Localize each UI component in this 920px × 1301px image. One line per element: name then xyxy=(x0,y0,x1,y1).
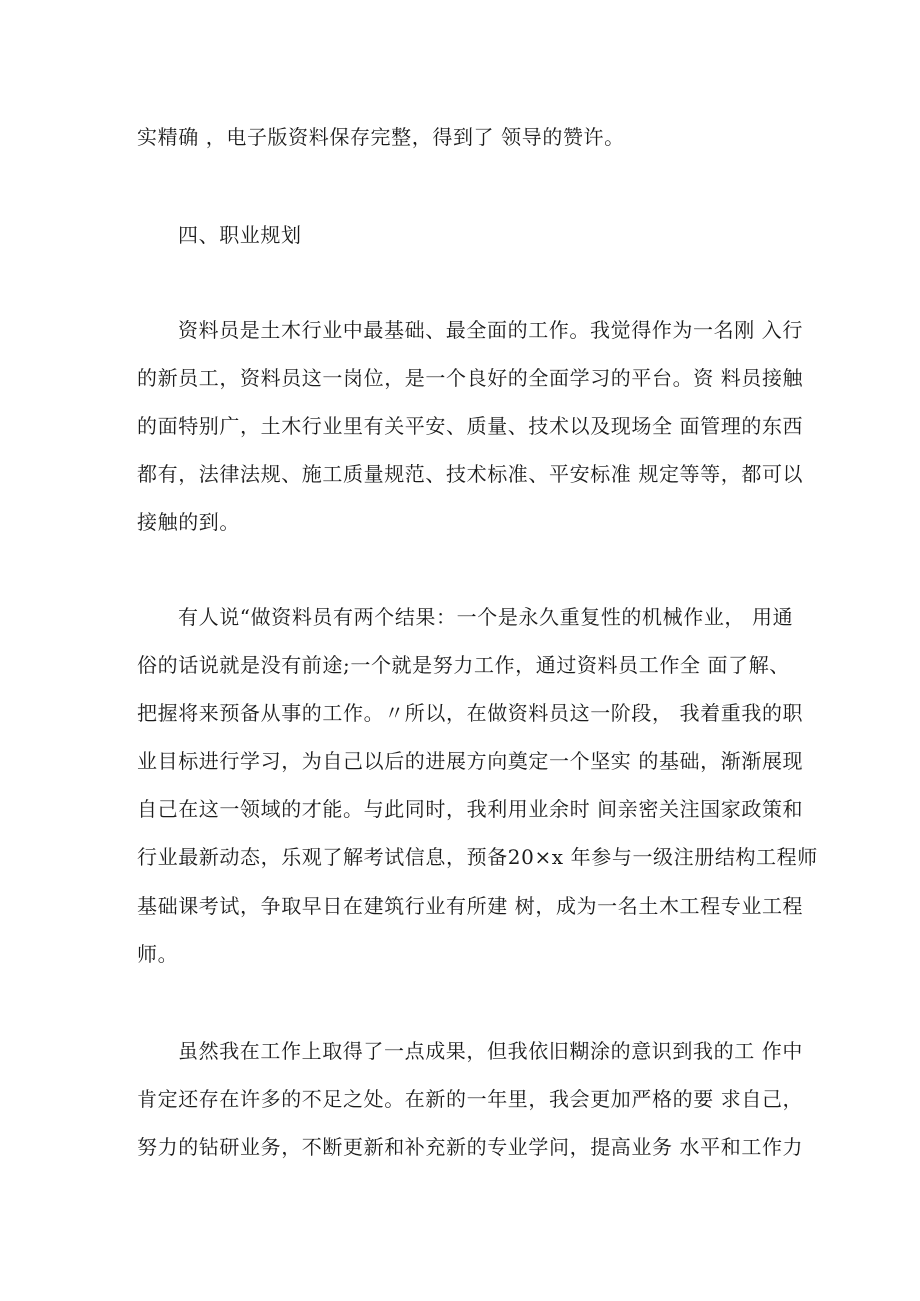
paragraph-line: 俗的话说就是没有前途;一个就是努力工作，通过资料员工作全 面了解、 xyxy=(137,653,790,677)
paragraph-line: 有人说“做资料员有两个结果：一个是永久重复性的机械作业， 用通 xyxy=(178,605,794,629)
paragraph-line: 接触的到。 xyxy=(137,510,240,534)
paragraph-line: 把握将来预备从事的工作。〃所以，在做资料员这一阶段， 我着重我的职 xyxy=(137,701,804,725)
paragraph-line: 行业最新动态，乐观了解考试信息，预备20×x 年参与一级注册结构工程师 xyxy=(137,845,818,869)
paragraph-line: 资料员是土木行业中最基础、最全面的工作。我觉得作为一名刚 入行 xyxy=(178,318,803,342)
paragraph-line: 努力的钻研业务，不断更新和补充新的专业学问，提高业务 水平和工作力 xyxy=(137,1135,804,1159)
section-heading: 四、职业规划 xyxy=(178,223,302,247)
paragraph-line: 实精确 ，电子版资料保存完整，得到了 领导的赞许。 xyxy=(137,125,625,149)
paragraph-line: 自己在这一领域的才能。与此同时，我利用业余时 间亲密关注国家政策和 xyxy=(137,797,804,821)
paragraph-line: 的新员工，资料员这一岗位，是一个良好的全面学习的平台。资 料员接触 xyxy=(137,366,804,390)
paragraph-line: 业目标进行学习，为自己以后的进展方向奠定一个坚实 的基础，渐渐展现 xyxy=(137,749,804,773)
paragraph-line: 都有，法律法规、施工质量规范、技术标准、平安标准 规定等等，都可以 xyxy=(137,462,804,486)
paragraph-line: 基础课考试，争取早日在建筑行业有所建 树，成为一名土木工程专业工程 xyxy=(137,894,804,918)
paragraph-line: 虽然我在工作上取得了一点成果，但我依旧糊涂的意识到我的工 作中 xyxy=(178,1039,803,1063)
paragraph-line: 的面特别广，土木行业里有关平安、质量、技术以及现场全 面管理的东西 xyxy=(137,414,804,438)
paragraph-line: 肯定还存在许多的不足之处。在新的一年里，我会更加严格的要 求自己， xyxy=(137,1087,804,1111)
paragraph-line: 师。 xyxy=(137,942,179,966)
